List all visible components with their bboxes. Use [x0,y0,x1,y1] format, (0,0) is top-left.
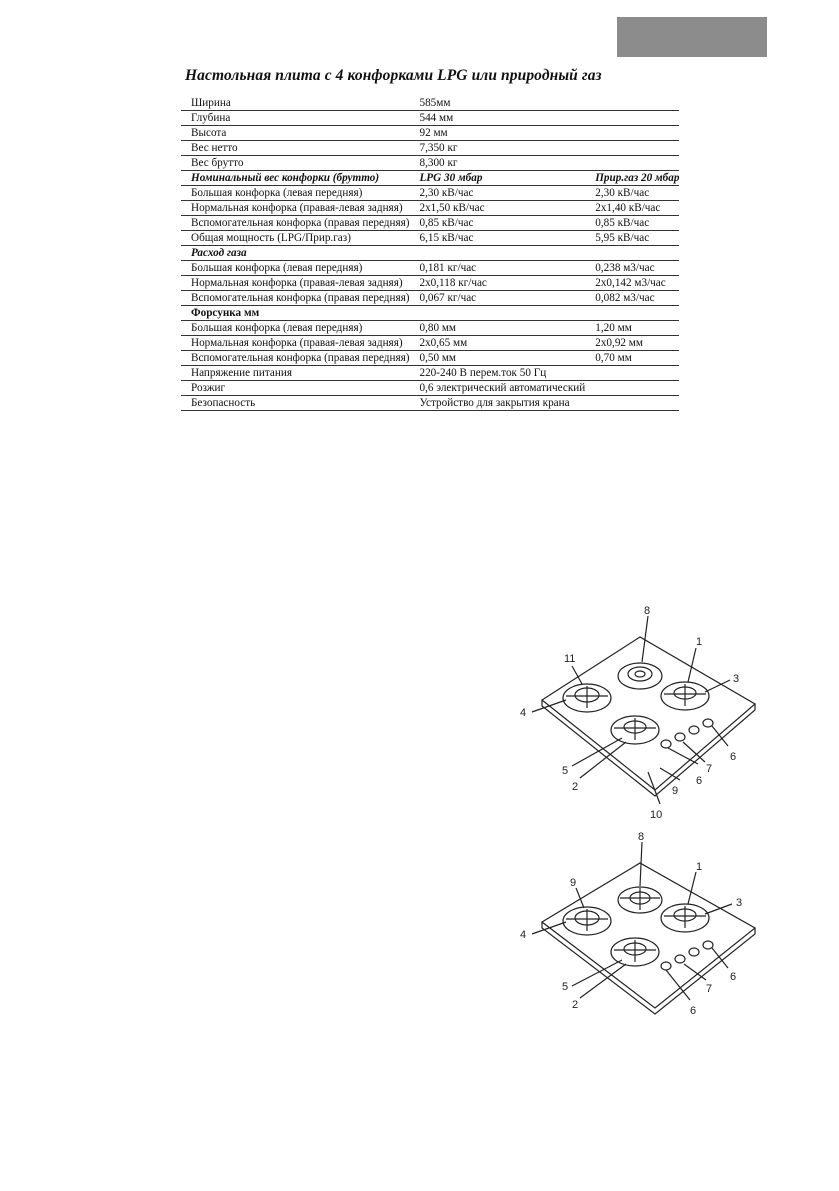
hob-diagram-1-svg [500,600,770,825]
table-cell: 0,85 кВ/час [409,216,585,231]
table-cell: 2x0,142 м3/час [585,276,679,291]
callout-9: 9 [570,877,577,889]
table-cell: Высота [181,126,409,141]
table-cell: 0,70 мм [585,351,679,366]
table-cell: Вес нетто [181,141,409,156]
table-cell: 8,300 кг [409,156,585,171]
table-cell: Напряжение питания [181,366,409,381]
table-cell: Нормальная конфорка (правая-левая задняя) [181,276,409,291]
callout-1: 1 [696,861,703,873]
table-cell: 0,238 м3/час [585,261,679,276]
callout-8: 8 [644,605,651,617]
callout-10: 10 [650,809,663,821]
table-cell: 0,80 мм [409,321,585,336]
table-row [181,351,679,366]
callout-5: 5 [562,765,569,777]
table-row [181,396,679,411]
table-cell: 2x0,65 мм [409,336,585,351]
table-cell: 1,20 мм [585,321,679,336]
callout-6-secondary: 6 [696,775,703,787]
table-row [181,126,679,141]
table-cell: Большая конфорка (левая передняя) [181,321,409,336]
knob-3 [689,948,699,956]
table-cell: Номинальный вес конфорки (брутто) [181,171,409,186]
spec-table [181,96,679,411]
table-cell: Вспомогательная конфорка (правая передняя) [181,351,409,366]
knob-3 [689,726,699,734]
table-cell: Нормальная конфорка (правая-левая задняя) [181,336,409,351]
callout-4: 4 [520,929,527,941]
table-cell: Большая конфорка (левая передняя) [181,261,409,276]
table-cell [585,126,679,141]
table-cell: 5,95 кВ/час [585,231,679,246]
callout-6-secondary: 6 [690,1005,697,1017]
table-cell: 2x0,92 мм [585,336,679,351]
knob-2 [675,733,685,741]
table-cell [585,246,679,261]
table-row [181,336,679,351]
table-cell [585,156,679,171]
callout-8: 8 [638,831,645,843]
table-cell: 544 мм [409,111,585,126]
table-row [181,381,679,396]
table-cell [585,96,679,111]
table-row [181,141,679,156]
table-row [181,321,679,336]
corner-tab [617,17,767,57]
knob-4 [703,719,713,727]
table-row [181,201,679,216]
callout-2: 2 [572,999,579,1011]
table-cell: Розжиг [181,381,409,396]
table-cell: Форсунка мм [181,306,409,321]
table-row [181,261,679,276]
knob-4 [703,941,713,949]
knob-2 [675,955,685,963]
table-cell: Вспомогательная конфорка (правая передняя) [181,216,409,231]
callout-11: 11 [564,653,576,665]
hob-diagram-1 [500,600,770,825]
callout-1: 1 [696,636,703,648]
table-cell [585,306,679,321]
table-cell: 220-240 В перем.ток 50 Гц [409,366,585,381]
table-row [181,171,679,186]
table-cell: LPG 30 мбар [409,171,585,186]
callout-6: 6 [730,751,737,763]
table-row [181,366,679,381]
table-cell: Общая мощность (LPG/Прир.газ) [181,231,409,246]
table-cell: 92 мм [409,126,585,141]
table-cell [409,246,585,261]
table-cell: 0,50 мм [409,351,585,366]
table-cell: Устройство для закрытия крана [409,396,585,411]
table-row [181,231,679,246]
hob-diagram-2-svg [500,828,770,1028]
table-row [181,291,679,306]
table-cell: 6,15 кВ/час [409,231,585,246]
table-cell: 2x1,50 кВ/час [409,201,585,216]
table-cell [585,111,679,126]
table-cell: Глубина [181,111,409,126]
table-cell: 0,85 кВ/час [585,216,679,231]
page-title: Настольная плита с 4 конфорками LPG или природный газ [185,67,602,84]
table-cell: Нормальная конфорка (правая-левая задняя) [181,201,409,216]
callout-2: 2 [572,781,579,793]
table-cell: 0,6 электрический автоматический [409,381,585,396]
table-cell: Большая конфорка (левая передняя) [181,186,409,201]
table-cell [585,141,679,156]
table-cell: 2,30 кВ/час [409,186,585,201]
table-cell [585,381,679,396]
callout-3: 3 [733,673,740,685]
table-cell: Ширина [181,96,409,111]
table-cell: Безопасность [181,396,409,411]
table-row [181,156,679,171]
callout-9: 9 [672,785,679,797]
table-cell: Вспомогательная конфорка (правая передняя) [181,291,409,306]
callout-7: 7 [706,983,713,995]
table-cell: 2x1,40 кВ/час [585,201,679,216]
table-cell: 585мм [409,96,585,111]
table-row [181,276,679,291]
table-cell: 0,082 м3/час [585,291,679,306]
table-cell: Расход газа [181,246,409,261]
callout-3: 3 [736,897,743,909]
table-cell: 2,30 кВ/час [585,186,679,201]
callout-4: 4 [520,707,527,719]
table-cell [409,306,585,321]
table-cell: 7,350 кг [409,141,585,156]
table-row [181,96,679,111]
table-row [181,186,679,201]
table-row [181,306,679,321]
table-cell: Вес брутто [181,156,409,171]
table-cell [585,396,679,411]
table-cell: 0,181 кг/час [409,261,585,276]
hob-diagram-2 [500,828,770,1028]
table-cell: Прир.газ 20 мбар [585,171,679,186]
table-cell: 2x0,118 кг/час [409,276,585,291]
table-row [181,216,679,231]
table-cell: 0,067 кг/час [409,291,585,306]
knob-1 [661,740,671,748]
callout-6: 6 [730,971,737,983]
knob-1 [661,962,671,970]
table-cell [585,366,679,381]
table-row [181,246,679,261]
callout-7: 7 [706,763,713,775]
table-row [181,111,679,126]
callout-5: 5 [562,981,569,993]
